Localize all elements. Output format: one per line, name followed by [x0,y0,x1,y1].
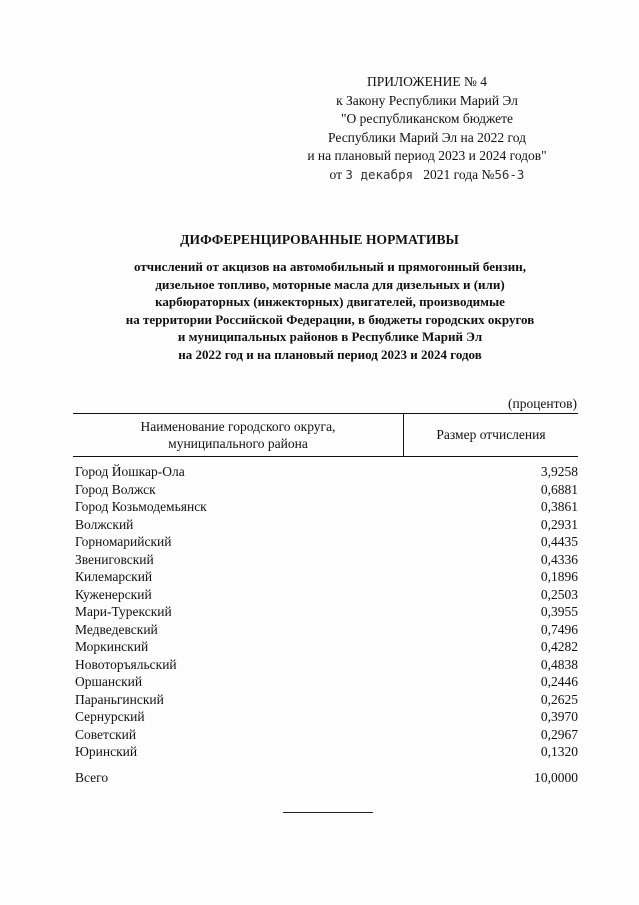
district-name: Моркинский [75,639,149,654]
law-title-line2: Республики Марий Эл на 2022 год [328,129,526,145]
total-label: Всего [75,769,109,785]
law-title-line1: "О республиканском бюджете [340,111,513,126]
allocation-table [73,413,578,786]
law-title-line3: и на плановый период 2023 и 2024 годов" [307,148,547,163]
header-allocation-size: Размер отчисления [436,427,546,442]
total-value: 10,0000 [534,769,578,785]
allocation-value: 0,4435 [540,534,578,549]
header-district-line1: Наименование городского округа, [140,419,336,434]
subtitle-line: дизельное топливо, моторные масла для дизельных и (или) [155,276,505,292]
law-number: 56-З [494,166,525,182]
table-row [73,498,578,516]
units-label: (процентов) [507,396,577,411]
table-row [73,656,578,674]
district-name: Новоторъяльский [75,656,177,672]
district-name: Город Волжск [75,481,156,497]
allocation-value: 0,2503 [540,586,578,602]
table-total-row [73,769,578,787]
district-name: Советский [75,726,137,742]
subtitle-line: карбюраторных (инжекторных) двигателей, производимые [155,294,505,309]
table-row [73,673,578,691]
table-row [73,516,578,534]
table-row [73,726,578,744]
allocation-value: 0,7496 [540,621,578,637]
district-name: Килемарский [75,569,153,584]
district-name: Параньгинский [75,691,164,707]
header-district-name [73,414,404,456]
table-row [73,691,578,709]
table-row [73,603,578,621]
table-row [73,463,578,481]
allocation-value: 3,9258 [540,464,578,479]
table-row [73,481,578,499]
district-name: Куженерский [75,586,152,602]
table-row [73,743,578,761]
document-subtitle [80,258,580,363]
table-row [73,551,578,569]
table-header [73,413,578,457]
appendix-number: ПРИЛОЖЕНИЕ № 4 [366,74,488,89]
subtitle-line: отчислений от акцизов на автомобильный и прямогонный бензин, [134,259,526,274]
allocation-value: 0,2967 [540,726,578,742]
law-date [277,166,577,185]
allocation-value: 0,3970 [540,709,578,724]
allocation-value: 0,2625 [540,691,578,707]
district-name: Сернурский [75,709,145,724]
allocation-value: 0,3861 [540,499,578,514]
subtitle-line: на территории Российской Федерации, в бюджеты городских округов [125,311,535,327]
allocation-value: 0,6881 [540,481,578,497]
table-row [73,533,578,551]
law-reference: к Закону Республики Марий Эл [336,92,518,108]
subtitle-line: на 2022 год и на плановый период 2023 и 2024 годов [178,346,482,362]
table-row [73,568,578,586]
allocation-value: 0,4336 [540,551,578,567]
district-name: Юринский [75,744,138,759]
table-row [73,586,578,604]
allocation-value: 0,1320 [540,744,578,759]
table-body [73,463,578,761]
allocation-value: 0,4838 [540,656,578,672]
district-name: Горномарийский [75,534,172,549]
allocation-value: 0,2446 [540,674,578,689]
district-name: Волжский [75,516,134,532]
signature-divider [283,812,373,813]
date-year: 2021 года № [423,166,495,182]
date-stamp: 3 декабря [345,166,414,182]
district-name: Оршанский [75,674,143,689]
district-name: Медведевский [75,621,158,637]
table-row [73,638,578,656]
date-prefix: от [329,166,343,182]
district-name: Город Йошкар-Ола [75,464,185,479]
table-row [73,708,578,726]
allocation-value: 0,3955 [540,604,578,619]
document-title: ДИФФЕРЕНЦИРОВАННЫЕ НОРМАТИВЫ [180,232,459,247]
district-name: Город Козьмодемьянск [75,499,207,514]
district-name: Мари-Турекский [75,604,172,619]
allocation-value: 0,4282 [540,639,578,654]
district-name: Звениговский [75,551,154,567]
approval-block [277,73,577,184]
allocation-value: 0,1896 [540,569,578,584]
allocation-value: 0,2931 [540,516,578,532]
table-row [73,621,578,639]
subtitle-line: и муниципальных районов в Республике Марий Эл [177,329,483,344]
header-district-line2: муниципального района [168,436,308,451]
